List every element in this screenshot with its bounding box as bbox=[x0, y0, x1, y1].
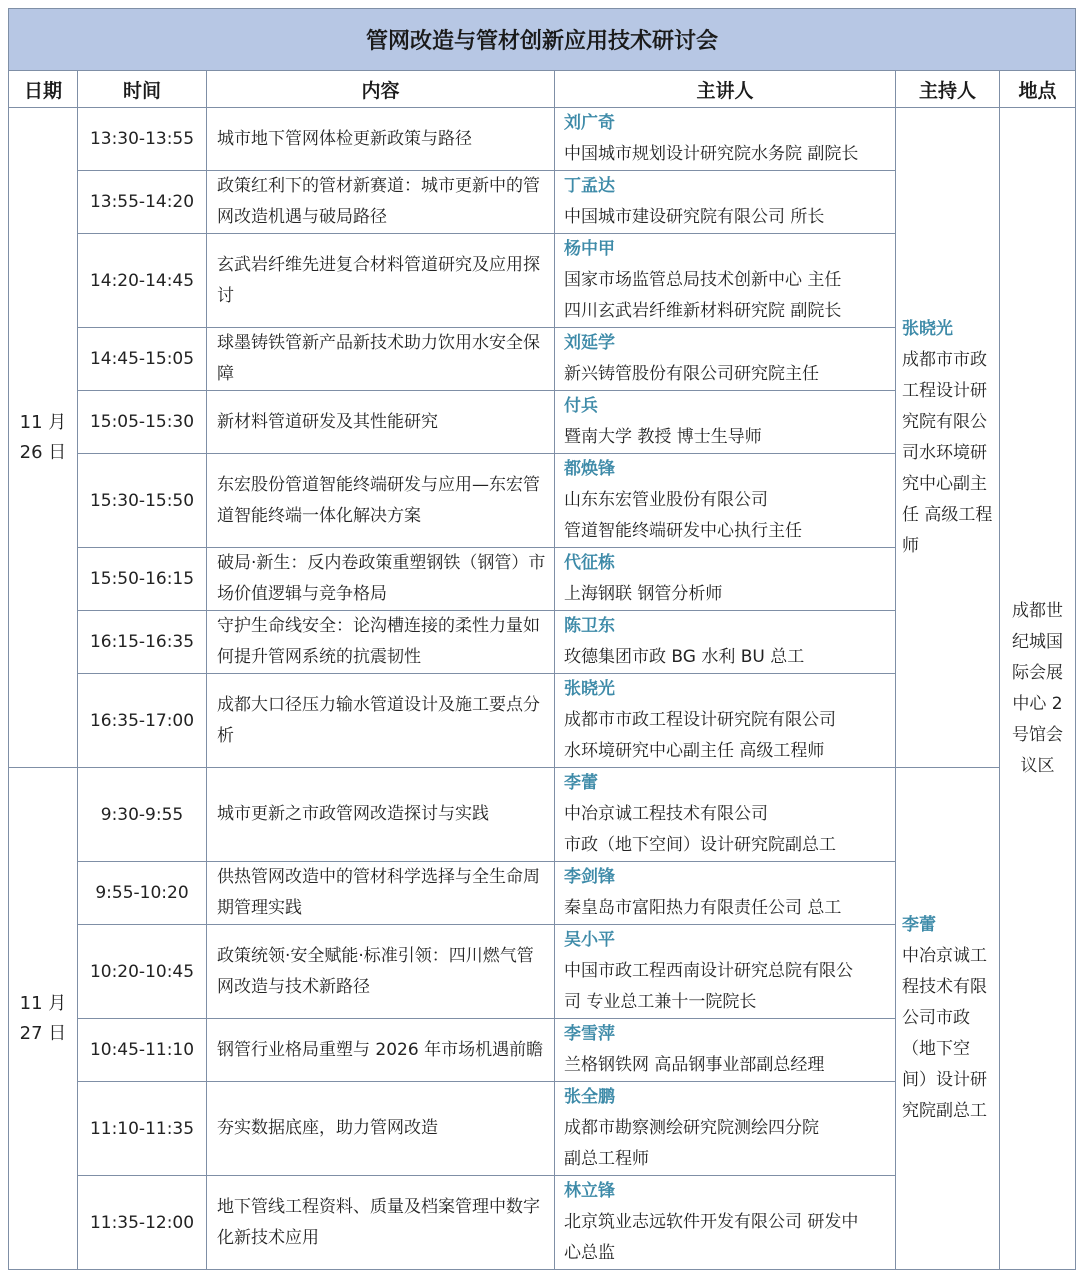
speaker-affiliation: 四川玄武岩纤维新材料研究院 副院长 bbox=[564, 301, 842, 321]
speaker-affiliation: 国家市场监管总局技术创新中心 主任 bbox=[564, 270, 842, 290]
speaker-cell bbox=[555, 1082, 896, 1176]
speaker-affiliation: 北京筑业志远软件开发有限公司 研发中 bbox=[564, 1212, 859, 1232]
time-cell: 14:20-14:45 bbox=[78, 234, 207, 328]
speaker-cell bbox=[555, 611, 896, 674]
speaker-affiliation: 秦皇岛市富阳热力有限责任公司 总工 bbox=[564, 898, 842, 918]
speaker-cell bbox=[555, 674, 896, 768]
time-cell: 15:05-15:30 bbox=[78, 391, 207, 454]
speaker-affiliation: 成都市市政工程设计研究院有限公司 bbox=[564, 710, 836, 730]
venue-cell: 成都世纪城国际会展中心 2 号馆会议区 bbox=[1000, 108, 1076, 1270]
topic-cell: 球墨铸铁管新产品新技术助力饮用水安全保障 bbox=[207, 328, 555, 391]
date-cell: 11 月 26 日 bbox=[9, 108, 78, 768]
topic-cell: 城市地下管网体检更新政策与路径 bbox=[207, 108, 555, 171]
time-cell: 15:30-15:50 bbox=[78, 454, 207, 548]
speaker-affiliation: 中国城市规划设计研究院水务院 副院长 bbox=[564, 144, 859, 164]
speaker-name: 吴小平 bbox=[564, 930, 615, 950]
host-name: 李蕾 bbox=[902, 915, 936, 935]
topic-cell: 玄武岩纤维先进复合材料管道研究及应用探讨 bbox=[207, 234, 555, 328]
speaker-cell bbox=[555, 171, 896, 234]
speaker-cell bbox=[555, 234, 896, 328]
speaker-cell bbox=[555, 925, 896, 1019]
agenda-table bbox=[8, 8, 1076, 1270]
speaker-cell bbox=[555, 108, 896, 171]
speaker-affiliation: 中冶京诚工程技术有限公司 bbox=[564, 804, 768, 824]
speaker-affiliation: 山东东宏管业股份有限公司 bbox=[564, 490, 768, 510]
time-cell: 9:55-10:20 bbox=[78, 862, 207, 925]
time-cell: 11:35-12:00 bbox=[78, 1176, 207, 1270]
header-time: 时间 bbox=[78, 71, 207, 108]
speaker-affiliation: 玫德集团市政 BG 水利 BU 总工 bbox=[564, 647, 805, 667]
topic-cell: 地下管线工程资料、质量及档案管理中数字化新技术应用 bbox=[207, 1176, 555, 1270]
agenda-body bbox=[9, 108, 1076, 1270]
header-date: 日期 bbox=[9, 71, 78, 108]
speaker-name: 刘广奇 bbox=[564, 113, 615, 133]
time-cell: 16:15-16:35 bbox=[78, 611, 207, 674]
time-cell: 10:20-10:45 bbox=[78, 925, 207, 1019]
agenda-sheet bbox=[8, 8, 1075, 1270]
speaker-name: 都焕锋 bbox=[564, 459, 615, 479]
time-cell: 13:55-14:20 bbox=[78, 171, 207, 234]
date-cell: 11 月 27 日 bbox=[9, 768, 78, 1270]
time-cell: 10:45-11:10 bbox=[78, 1019, 207, 1082]
speaker-cell bbox=[555, 862, 896, 925]
host-cell bbox=[896, 768, 1000, 1270]
table-row bbox=[9, 108, 1076, 171]
header-host: 主持人 bbox=[896, 71, 1000, 108]
speaker-name: 张晓光 bbox=[564, 679, 615, 699]
host-cell bbox=[896, 108, 1000, 768]
speaker-name: 刘延学 bbox=[564, 333, 615, 353]
time-cell: 16:35-17:00 bbox=[78, 674, 207, 768]
speaker-name: 张全鹏 bbox=[564, 1087, 615, 1107]
speaker-name: 丁孟达 bbox=[564, 176, 615, 196]
host-name: 张晓光 bbox=[902, 318, 953, 339]
speaker-cell bbox=[555, 454, 896, 548]
header-content: 内容 bbox=[207, 71, 555, 108]
speaker-name: 代征栋 bbox=[564, 553, 615, 573]
speaker-cell bbox=[555, 1019, 896, 1082]
topic-cell: 政策红利下的管材新赛道：城市更新中的管网改造机遇与破局路径 bbox=[207, 171, 555, 234]
host-title: 中冶京诚工程技术有限公司市政（地下空间）设计研究院副总工 bbox=[902, 946, 987, 1121]
speaker-name: 李剑锋 bbox=[564, 867, 615, 887]
topic-cell: 夯实数据底座，助力管网改造 bbox=[207, 1082, 555, 1176]
page-title: 管网改造与管材创新应用技术研讨会 bbox=[9, 9, 1076, 71]
speaker-name: 林立锋 bbox=[564, 1181, 615, 1201]
topic-cell: 破局·新生：反内卷政策重塑钢铁（钢管）市场价值逻辑与竞争格局 bbox=[207, 548, 555, 611]
speaker-affiliation: 中国城市建设研究院有限公司 所长 bbox=[564, 207, 825, 227]
topic-cell: 成都大口径压力输水管道设计及施工要点分析 bbox=[207, 674, 555, 768]
speaker-affiliation: 市政（地下空间）设计研究院副总工 bbox=[564, 835, 836, 855]
topic-cell: 新材料管道研发及其性能研究 bbox=[207, 391, 555, 454]
speaker-affiliation: 成都市勘察测绘研究院测绘四分院 bbox=[564, 1118, 819, 1138]
speaker-affiliation: 管道智能终端研发中心执行主任 bbox=[564, 521, 802, 541]
speaker-name: 付兵 bbox=[564, 396, 598, 416]
speaker-affiliation: 新兴铸管股份有限公司研究院主任 bbox=[564, 364, 819, 384]
topic-cell: 守护生命线安全：论沟槽连接的柔性力量如何提升管网系统的抗震韧性 bbox=[207, 611, 555, 674]
speaker-affiliation: 水环境研究中心副主任 高级工程师 bbox=[564, 741, 825, 761]
speaker-name: 李雪萍 bbox=[564, 1024, 615, 1044]
speaker-cell bbox=[555, 768, 896, 862]
time-cell: 14:45-15:05 bbox=[78, 328, 207, 391]
topic-cell: 钢管行业格局重塑与 2026 年市场机遇前瞻 bbox=[207, 1019, 555, 1082]
speaker-affiliation: 中国市政工程西南设计研究总院有限公 bbox=[564, 961, 853, 981]
speaker-affiliation: 兰格钢铁网 高品钢事业部副总经理 bbox=[564, 1055, 825, 1075]
speaker-affiliation: 司 专业总工兼十一院院长 bbox=[564, 992, 757, 1012]
topic-cell: 政策统领·安全赋能·标准引领：四川燃气管网改造与技术新路径 bbox=[207, 925, 555, 1019]
topic-cell: 东宏股份管道智能终端研发与应用—东宏管道智能终端一体化解决方案 bbox=[207, 454, 555, 548]
table-row bbox=[9, 768, 1076, 862]
speaker-cell bbox=[555, 391, 896, 454]
host-title: 成都市市政工程设计研究院有限公司水环境研究中心副主任 高级工程师 bbox=[902, 349, 993, 556]
speaker-cell bbox=[555, 1176, 896, 1270]
speaker-name: 陈卫东 bbox=[564, 616, 615, 636]
topic-cell: 城市更新之市政管网改造探讨与实践 bbox=[207, 768, 555, 862]
header-speaker: 主讲人 bbox=[555, 71, 896, 108]
speaker-cell bbox=[555, 548, 896, 611]
topic-cell: 供热管网改造中的管材科学选择与全生命周期管理实践 bbox=[207, 862, 555, 925]
speaker-cell bbox=[555, 328, 896, 391]
header-venue: 地点 bbox=[1000, 71, 1076, 108]
time-cell: 11:10-11:35 bbox=[78, 1082, 207, 1176]
time-cell: 13:30-13:55 bbox=[78, 108, 207, 171]
speaker-name: 李蕾 bbox=[564, 773, 598, 793]
time-cell: 9:30-9:55 bbox=[78, 768, 207, 862]
speaker-affiliation: 心总监 bbox=[564, 1243, 615, 1263]
speaker-affiliation: 副总工程师 bbox=[564, 1149, 649, 1169]
speaker-affiliation: 上海钢联 钢管分析师 bbox=[564, 584, 723, 604]
speaker-name: 杨中甲 bbox=[564, 239, 615, 259]
speaker-affiliation: 暨南大学 教授 博士生导师 bbox=[564, 427, 762, 447]
time-cell: 15:50-16:15 bbox=[78, 548, 207, 611]
